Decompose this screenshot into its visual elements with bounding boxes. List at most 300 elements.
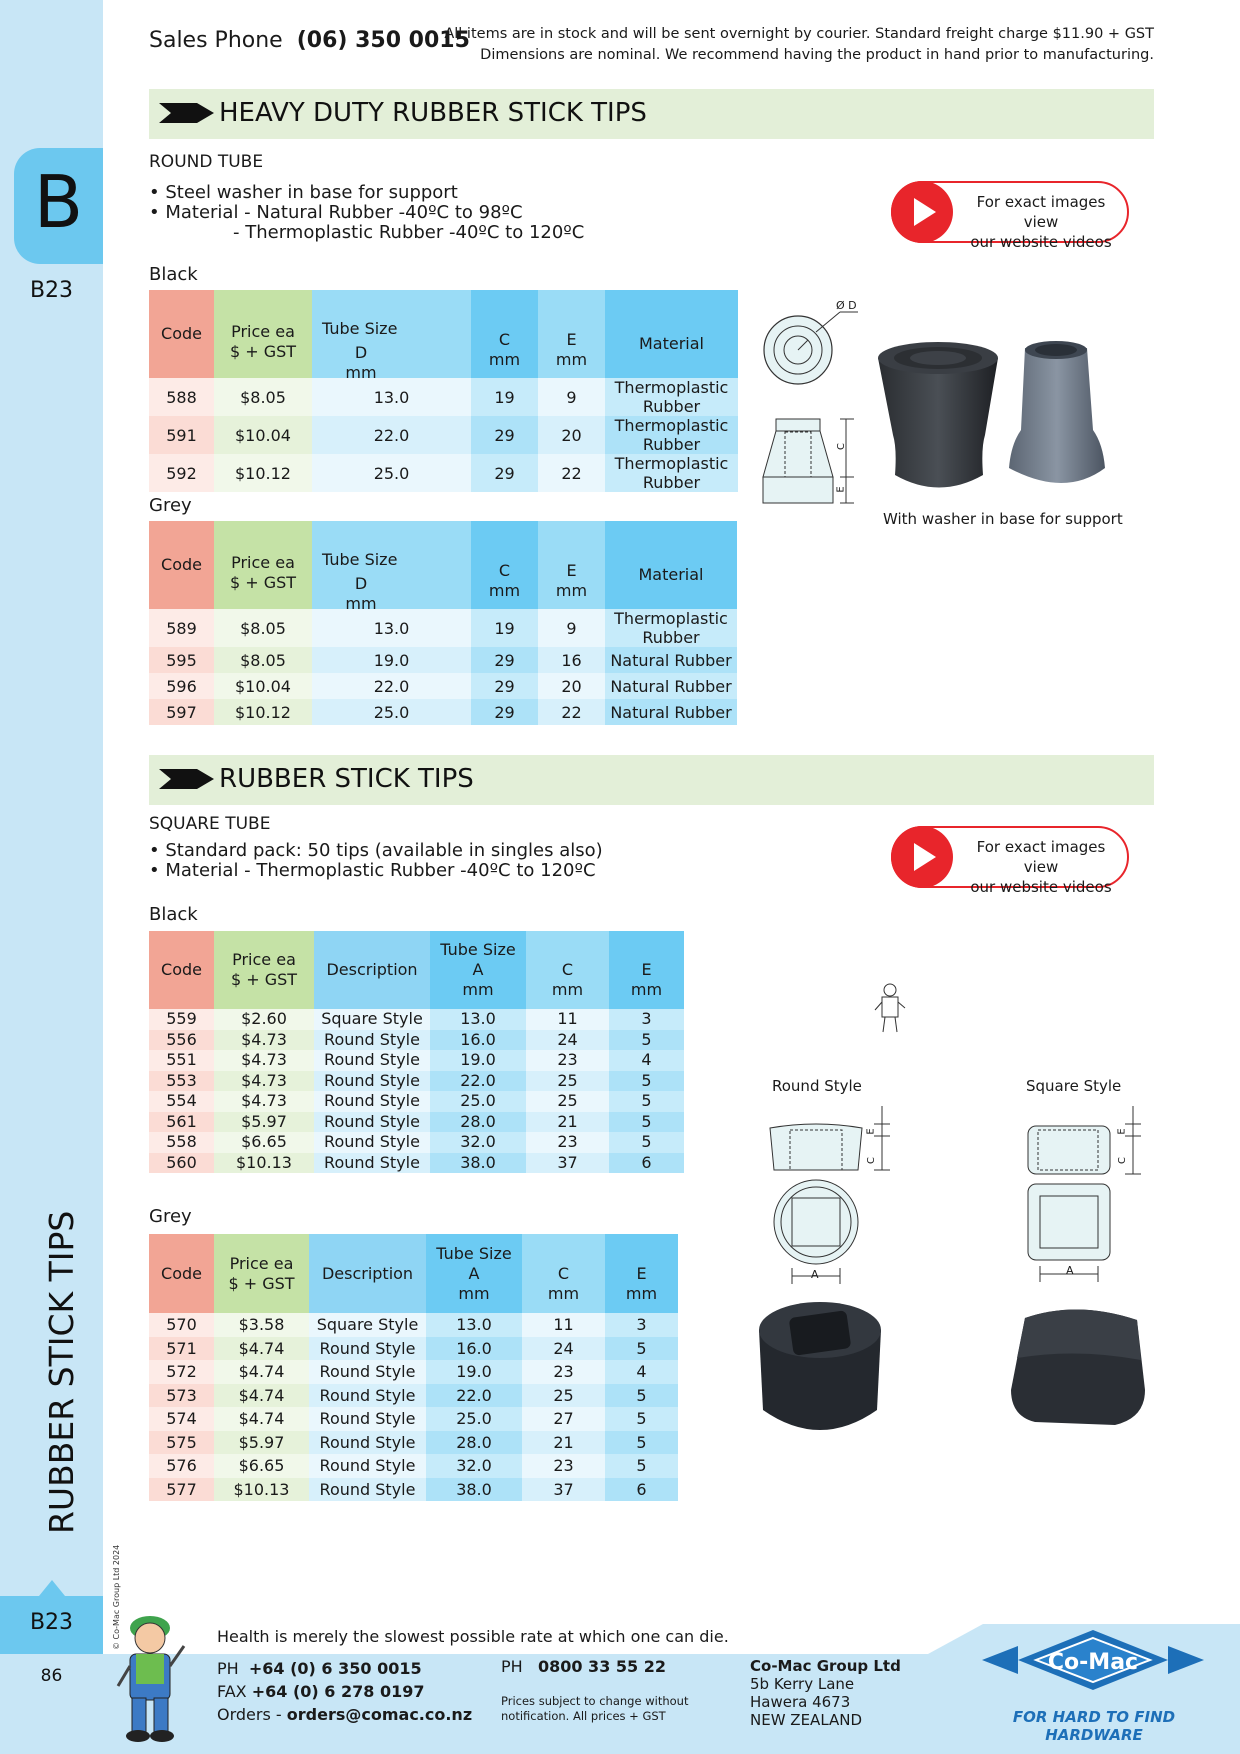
- video-link-line: our website videos: [970, 233, 1112, 251]
- cell-c: 11: [522, 1313, 605, 1337]
- cell-material: Thermoplastic Rubber: [605, 609, 737, 647]
- table-row: [149, 1153, 684, 1174]
- footer-contacts: [217, 1657, 472, 1726]
- cell-code: 571: [149, 1337, 214, 1361]
- section2-subtitle: SQUARE TUBE: [149, 814, 271, 834]
- cell-price: $4.74: [214, 1384, 309, 1408]
- square-style-label: Square Style: [1026, 1077, 1122, 1095]
- section1-subtitle: ROUND TUBE: [149, 152, 264, 172]
- cell-e: 5: [609, 1071, 684, 1092]
- footer-freephone-value: 0800 33 55 22: [537, 1657, 666, 1676]
- col-d-letter: D: [354, 574, 368, 593]
- diagram-label-e: E: [1116, 1128, 1128, 1135]
- footer-disclaimer: [501, 1694, 688, 1724]
- table-row: [149, 454, 738, 492]
- cell-price: $2.60: [214, 1009, 314, 1030]
- col-tube-size: [430, 931, 526, 1009]
- tab-arrow: [39, 1580, 65, 1596]
- video-link-text: [961, 837, 1121, 897]
- square-style-photo: [1005, 1300, 1150, 1435]
- cell-code: 570: [149, 1313, 214, 1337]
- grey-label: Grey: [149, 495, 192, 516]
- cell-code: 592: [149, 454, 214, 492]
- col-price-line: $ + GST: [229, 573, 297, 592]
- cell-desc: Round Style: [309, 1407, 426, 1431]
- cell-desc: Round Style: [309, 1431, 426, 1455]
- cell-material: Natural Rubber: [605, 647, 737, 673]
- tube-size-label: Tube Size: [322, 319, 398, 338]
- footer-address: [750, 1657, 901, 1729]
- cell-price: $10.12: [214, 699, 312, 725]
- header-note-line2: Dimensions are nominal. We recommend having the product in hand prior to manufacturing.: [480, 47, 1154, 63]
- cell-e: 5: [605, 1407, 678, 1431]
- cell-desc: Square Style: [314, 1009, 430, 1030]
- cell-e: 3: [605, 1313, 678, 1337]
- table-row: [149, 1091, 684, 1112]
- cell-c: 25: [526, 1091, 609, 1112]
- cell-d: 22.0: [312, 416, 471, 454]
- bullet: • Material - Thermoplastic Rubber -40ºC to 120ºC: [149, 860, 596, 881]
- cell-desc: Round Style: [314, 1153, 430, 1174]
- round-style-diagram: [762, 1100, 922, 1290]
- bullet: - Thermoplastic Rubber -40ºC to 120ºC: [233, 222, 585, 243]
- cell-e: 5: [605, 1454, 678, 1478]
- cell-material: Natural Rubber: [605, 699, 737, 725]
- table-heavy-black: [149, 290, 738, 492]
- col-price-line: Price ea: [232, 950, 296, 969]
- table-row: [149, 1431, 678, 1455]
- col-code: Code: [149, 290, 214, 378]
- table-row: [149, 647, 737, 673]
- col-e: [605, 1234, 678, 1313]
- col-c: [526, 931, 609, 1009]
- col-material-label: Material: [638, 565, 704, 584]
- cell-price: $4.74: [214, 1360, 309, 1384]
- footer-phone-value: +64 (0) 6 350 0015: [248, 1659, 422, 1678]
- col-price: [214, 521, 312, 609]
- footer-phone: [217, 1657, 472, 1680]
- cell-a: 28.0: [430, 1112, 526, 1133]
- cell-material: Thermoplastic Rubber: [605, 378, 738, 416]
- square-style-diagram: [1020, 1100, 1180, 1290]
- footer-address-line: 5b Kerry Lane: [750, 1675, 855, 1693]
- cell-e: 3: [609, 1009, 684, 1030]
- col-d-unit: mm: [345, 363, 377, 382]
- footer-company: Co-Mac Group Ltd: [750, 1657, 901, 1675]
- cell-code: 553: [149, 1071, 214, 1092]
- cell-d: 19.0: [312, 647, 471, 673]
- cell-e: 5: [609, 1030, 684, 1051]
- cell-code: 576: [149, 1454, 214, 1478]
- cell-desc: Round Style: [309, 1454, 426, 1478]
- cell-a: 16.0: [426, 1337, 522, 1361]
- cell-a: 19.0: [430, 1050, 526, 1071]
- video-link-button[interactable]: [891, 181, 1129, 251]
- col-description: Description: [314, 931, 430, 1009]
- cell-e: 22: [538, 454, 605, 492]
- col-c: [522, 1234, 605, 1313]
- cell-code: 589: [149, 609, 214, 647]
- cell-e: 4: [609, 1050, 684, 1071]
- footer-fax-label: FAX: [217, 1682, 247, 1701]
- page-ref-top: B23: [29, 278, 74, 303]
- col-e-unit: mm: [625, 1283, 658, 1303]
- cell-c: 24: [526, 1030, 609, 1051]
- cell-price: $4.73: [214, 1050, 314, 1071]
- arrow-icon: [159, 769, 214, 789]
- cell-code: 560: [149, 1153, 214, 1174]
- play-icon: [891, 826, 953, 888]
- section1-banner: [149, 89, 1154, 139]
- diagram-label-d: Ø D: [836, 299, 857, 312]
- col-d-letter: D: [354, 343, 368, 362]
- bullet: • Material - Natural Rubber -40ºC to 98ºC: [149, 202, 523, 223]
- col-c-letter: C: [557, 1263, 570, 1283]
- cell-c: 23: [526, 1050, 609, 1071]
- cell-c: 29: [471, 416, 538, 454]
- cell-code: 573: [149, 1384, 214, 1408]
- cell-desc: Round Style: [314, 1050, 430, 1071]
- diagram-label-c: C: [865, 1157, 877, 1164]
- footer-orders-email[interactable]: orders@comac.co.nz: [286, 1705, 473, 1724]
- bullet: • Steel washer in base for support: [149, 182, 458, 203]
- cell-e: 16: [538, 647, 605, 673]
- video-link-line: our website videos: [970, 878, 1112, 896]
- cell-a: 22.0: [430, 1071, 526, 1092]
- col-c-unit: mm: [488, 581, 521, 600]
- col-d-unit: mm: [345, 594, 377, 613]
- cell-a: 16.0: [430, 1030, 526, 1051]
- cell-d: 25.0: [312, 454, 471, 492]
- col-price-line: $ + GST: [230, 970, 298, 989]
- table-row: [149, 1112, 684, 1133]
- table-row: [149, 1313, 678, 1337]
- cell-code: 575: [149, 1431, 214, 1455]
- cell-a: 32.0: [426, 1454, 522, 1478]
- table-row: [149, 673, 737, 699]
- footer-freephone: [501, 1657, 666, 1676]
- cell-price: $10.13: [214, 1153, 314, 1174]
- cell-c: 25: [522, 1384, 605, 1408]
- table-row: [149, 609, 737, 647]
- cell-price: $4.73: [214, 1071, 314, 1092]
- tube-size-label: Tube Size: [440, 940, 516, 959]
- cell-desc: Round Style: [309, 1384, 426, 1408]
- table-row: [149, 1009, 684, 1030]
- col-e-unit: mm: [630, 980, 663, 999]
- col-e-letter: E: [566, 330, 577, 349]
- cell-desc: Round Style: [309, 1337, 426, 1361]
- cell-code: 574: [149, 1407, 214, 1431]
- cell-c: 23: [522, 1454, 605, 1478]
- col-c-letter: C: [561, 960, 574, 979]
- cell-e: 4: [605, 1360, 678, 1384]
- cell-c: 11: [526, 1009, 609, 1030]
- cell-d: 22.0: [312, 673, 471, 699]
- col-code: Code: [149, 521, 214, 609]
- cell-e: 5: [605, 1431, 678, 1455]
- cell-c: 29: [471, 673, 538, 699]
- header-note: [420, 24, 1154, 66]
- heavy-tip-photo: [873, 340, 1113, 505]
- table-row: [149, 1384, 678, 1408]
- table-row: [149, 699, 737, 725]
- table-row: [149, 1132, 684, 1153]
- cell-code: 572: [149, 1360, 214, 1384]
- tube-size-label: Tube Size: [436, 1243, 512, 1263]
- sales-phone-number: (06) 350 0015: [296, 28, 470, 53]
- cell-a: 22.0: [426, 1384, 522, 1408]
- col-c-unit: mm: [547, 1283, 580, 1303]
- col-c: [471, 521, 538, 609]
- col-price: [214, 1234, 309, 1313]
- footer-freephone-label: PH: [501, 1657, 523, 1676]
- cell-price: $4.73: [214, 1091, 314, 1112]
- cell-price: $5.97: [214, 1112, 314, 1133]
- round-style-photo: [755, 1300, 885, 1442]
- logo-tagline: FOR HARD TO FIND HARDWARE: [1012, 1708, 1176, 1744]
- col-material: [605, 290, 738, 378]
- table-row: [149, 1050, 684, 1071]
- cell-c: 29: [471, 647, 538, 673]
- cell-material: Natural Rubber: [605, 673, 737, 699]
- cell-e: 5: [609, 1091, 684, 1112]
- col-a-unit: mm: [462, 980, 494, 999]
- col-a-letter: A: [472, 960, 484, 979]
- col-e: [609, 931, 684, 1009]
- cell-code: 551: [149, 1050, 214, 1071]
- bullet: • Standard pack: 50 tips (available in singles also): [149, 840, 603, 861]
- col-price-line: Price ea: [231, 322, 295, 341]
- cell-c: 19: [471, 609, 538, 647]
- cell-code: 577: [149, 1478, 214, 1502]
- diagram-label-c: C: [1116, 1157, 1128, 1164]
- cell-code: 588: [149, 378, 214, 416]
- cell-e: 6: [605, 1478, 678, 1502]
- grey-label: Grey: [149, 1206, 192, 1227]
- col-material-label: Material: [639, 334, 704, 353]
- col-tube-size: [426, 1234, 522, 1313]
- vertical-section-title: RUBBER STICK TIPS: [42, 1210, 81, 1534]
- cell-price: $6.65: [214, 1454, 309, 1478]
- col-a-unit: mm: [458, 1283, 490, 1303]
- cell-price: $4.73: [214, 1030, 314, 1051]
- col-d-header: [313, 343, 409, 383]
- col-price: [214, 931, 314, 1009]
- cell-desc: Round Style: [314, 1132, 430, 1153]
- cell-e: 6: [609, 1153, 684, 1174]
- col-price-line: Price ea: [231, 553, 295, 572]
- footer-quote: Health is merely the slowest possible rate at which one can die.: [217, 1627, 729, 1646]
- cell-code: 597: [149, 699, 214, 725]
- footer-disclaimer-line: notification. All prices + GST: [501, 1709, 666, 1723]
- mascot-icon: [112, 1606, 188, 1746]
- col-price-line: Price ea: [229, 1253, 294, 1273]
- cell-e: 5: [605, 1384, 678, 1408]
- col-description: Description: [309, 1234, 426, 1313]
- table-row: [149, 416, 738, 454]
- col-d-header: [313, 574, 409, 614]
- sales-phone-label: Sales Phone: [149, 28, 283, 53]
- section2-banner: [149, 755, 1154, 805]
- cell-a: 38.0: [426, 1478, 522, 1502]
- table-row: [149, 1407, 678, 1431]
- cell-code: 591: [149, 416, 214, 454]
- black-label: Black: [149, 264, 198, 285]
- cell-c: 37: [526, 1153, 609, 1174]
- cell-price: $10.12: [214, 454, 312, 492]
- footer-disclaimer-line: Prices subject to change without: [501, 1694, 689, 1708]
- col-e-unit: mm: [555, 581, 588, 600]
- cell-c: 21: [522, 1431, 605, 1455]
- col-a-letter: A: [468, 1263, 480, 1283]
- table-row: [149, 1071, 684, 1092]
- col-price-line: $ + GST: [229, 342, 297, 361]
- cell-e: 5: [609, 1112, 684, 1133]
- cell-price: $4.74: [214, 1337, 309, 1361]
- table-stick-black: [149, 931, 684, 1173]
- col-e: [538, 521, 605, 609]
- video-link-button[interactable]: [891, 826, 1129, 896]
- col-price-line: $ + GST: [228, 1273, 295, 1293]
- diagram-label-a: A: [1066, 1264, 1074, 1277]
- round-style-label: Round Style: [772, 1077, 862, 1095]
- col-material: [605, 521, 737, 609]
- cell-price: $5.97: [214, 1431, 309, 1455]
- cell-a: 28.0: [426, 1431, 522, 1455]
- cell-c: 24: [522, 1337, 605, 1361]
- video-link-line: For exact images view: [976, 838, 1106, 876]
- page-number: 86: [40, 1666, 63, 1686]
- cell-d: 13.0: [312, 609, 471, 647]
- section2-bullets: [149, 841, 603, 881]
- cell-code: 559: [149, 1009, 214, 1030]
- video-link-line: For exact images view: [976, 193, 1106, 231]
- cell-c: 19: [471, 378, 538, 416]
- mascot-small-icon: [873, 982, 907, 1034]
- table-row: [149, 1030, 684, 1051]
- cell-price: $10.04: [214, 416, 312, 454]
- table-stick-grey: [149, 1234, 678, 1501]
- page-ref-bottom: B23: [29, 1610, 74, 1635]
- cell-desc: Round Style: [314, 1112, 430, 1133]
- cell-d: 25.0: [312, 699, 471, 725]
- cell-e: 20: [538, 673, 605, 699]
- footer-address-line: NEW ZEALAND: [750, 1711, 863, 1729]
- cell-price: $8.05: [214, 609, 312, 647]
- cell-code: 558: [149, 1132, 214, 1153]
- cell-price: $3.58: [214, 1313, 309, 1337]
- cell-c: 29: [471, 699, 538, 725]
- col-code: Code: [149, 931, 214, 1009]
- cell-desc: Round Style: [309, 1360, 426, 1384]
- col-e-letter: E: [636, 1263, 647, 1283]
- black-label: Black: [149, 904, 198, 925]
- diagram-label-c: C: [835, 443, 847, 450]
- logo-text: Co-Mac: [1047, 1650, 1139, 1675]
- col-c-letter: C: [498, 330, 511, 349]
- cell-c: 37: [522, 1478, 605, 1502]
- table-row: [149, 378, 738, 416]
- footer-phone-label: PH: [217, 1659, 239, 1678]
- cell-a: 13.0: [426, 1313, 522, 1337]
- cell-a: 32.0: [430, 1132, 526, 1153]
- cell-c: 25: [526, 1071, 609, 1092]
- cell-e: 5: [609, 1132, 684, 1153]
- cell-desc: Round Style: [309, 1478, 426, 1502]
- col-code: Code: [149, 1234, 214, 1313]
- col-e-letter: E: [566, 561, 577, 580]
- cell-c: 23: [522, 1360, 605, 1384]
- footer-fax-value: +64 (0) 6 278 0197: [251, 1682, 425, 1701]
- cell-price: $4.74: [214, 1407, 309, 1431]
- diagram-label-a: A: [811, 1268, 819, 1281]
- table-row: [149, 1337, 678, 1361]
- cell-a: 25.0: [426, 1407, 522, 1431]
- cell-a: 25.0: [430, 1091, 526, 1112]
- cell-code: 596: [149, 673, 214, 699]
- image-caption: With washer in base for support: [883, 510, 1123, 528]
- section1-bullets: [149, 183, 584, 243]
- cell-price: $10.13: [214, 1478, 309, 1502]
- cell-c: 23: [526, 1132, 609, 1153]
- arrow-icon: [159, 103, 214, 123]
- heavy-tip-diagram: [758, 296, 868, 510]
- cell-a: 38.0: [430, 1153, 526, 1174]
- cell-price: $6.65: [214, 1132, 314, 1153]
- col-c-unit: mm: [551, 980, 584, 999]
- col-e-unit: mm: [555, 350, 588, 369]
- col-c-letter: C: [498, 561, 511, 580]
- footer-orders: [217, 1703, 472, 1726]
- cell-a: 13.0: [430, 1009, 526, 1030]
- cell-material: Thermoplastic Rubber: [605, 416, 738, 454]
- table-heavy-grey: [149, 521, 737, 725]
- cell-e: 20: [538, 416, 605, 454]
- section2-title: RUBBER STICK TIPS: [219, 764, 474, 794]
- cell-code: 556: [149, 1030, 214, 1051]
- cell-e: 9: [538, 378, 605, 416]
- tube-size-label: Tube Size: [322, 550, 398, 569]
- col-price: [214, 290, 312, 378]
- cell-desc: Round Style: [314, 1091, 430, 1112]
- cell-code: 595: [149, 647, 214, 673]
- cell-c: 27: [522, 1407, 605, 1431]
- cell-price: $8.05: [214, 647, 312, 673]
- play-icon: [891, 181, 953, 243]
- video-link-text: [961, 192, 1121, 252]
- section1-title: HEAVY DUTY RUBBER STICK TIPS: [219, 98, 647, 128]
- footer-address-line: Hawera 4673: [750, 1693, 851, 1711]
- cell-price: $10.04: [214, 673, 312, 699]
- footer-orders-label: Orders -: [217, 1705, 282, 1724]
- cell-c: 21: [526, 1112, 609, 1133]
- cell-e: 22: [538, 699, 605, 725]
- cell-material: Thermoplastic Rubber: [605, 454, 738, 492]
- diagram-label-e: E: [835, 486, 847, 493]
- cell-e: 9: [538, 609, 605, 647]
- table-row: [149, 1478, 678, 1502]
- col-e-letter: E: [641, 960, 652, 979]
- cell-desc: Square Style: [309, 1313, 426, 1337]
- col-e: [538, 290, 605, 378]
- cell-c: 29: [471, 454, 538, 492]
- cell-e: 5: [605, 1337, 678, 1361]
- col-c-unit: mm: [488, 350, 521, 369]
- diagram-label-e: E: [865, 1128, 877, 1135]
- cell-code: 561: [149, 1112, 214, 1133]
- cell-desc: Round Style: [314, 1030, 430, 1051]
